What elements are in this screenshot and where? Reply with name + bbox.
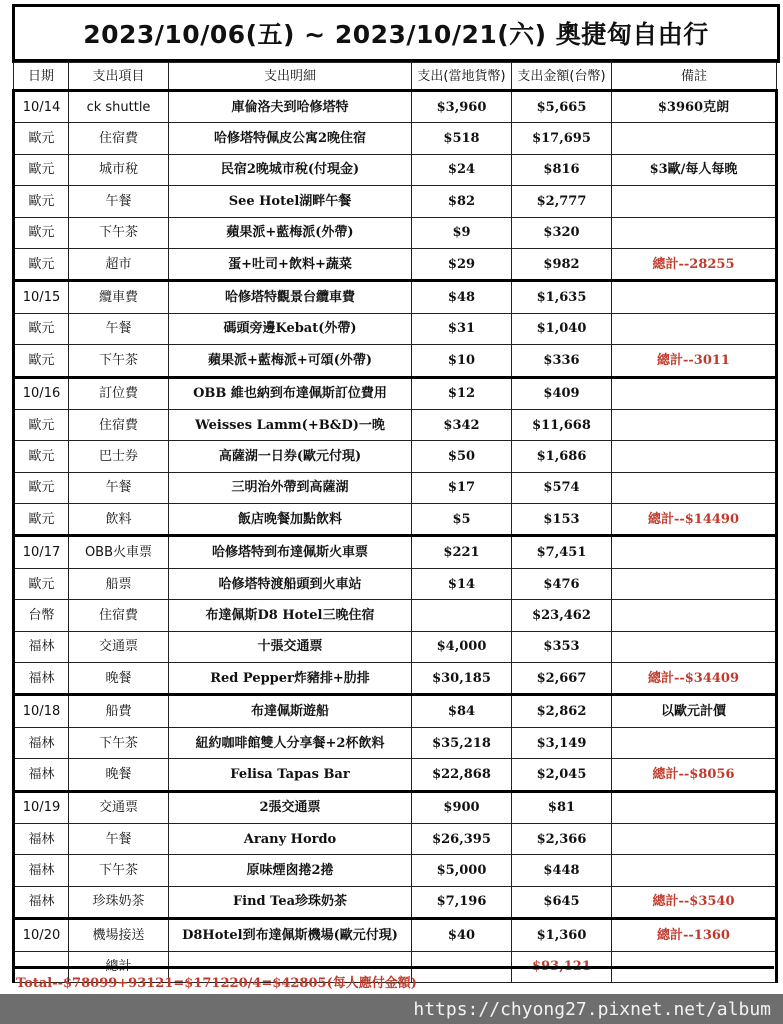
cell-date: 福林 — [14, 631, 69, 662]
cell-detail: 民宿2晚城市稅(付現金) — [169, 154, 412, 185]
cell-local-amount — [412, 600, 512, 631]
cell-date: 歐元 — [14, 123, 69, 154]
cell-local-amount: $221 — [412, 536, 512, 568]
cell-item: 船費 — [69, 695, 169, 727]
cell-twd-amount: $93,121 — [512, 951, 612, 982]
cell-date: 10/17 — [14, 536, 69, 568]
cell-detail: OBB 維也納到布達佩斯訂位費用 — [169, 377, 412, 409]
cell-date: 台幣 — [14, 600, 69, 631]
cell-local-amount: $4,000 — [412, 631, 512, 662]
cell-twd-amount: $320 — [512, 217, 612, 248]
cell-note — [612, 600, 777, 631]
cell-date: 10/15 — [14, 281, 69, 313]
cell-detail: 碼頭旁邊Kebat(外帶) — [169, 313, 412, 344]
cell-item: 午餐 — [69, 823, 169, 854]
watermark-url: https://chyong27.pixnet.net/album — [413, 998, 771, 1020]
cell-item: ck shuttle — [69, 91, 169, 123]
cell-note: 總計--1360 — [612, 919, 777, 951]
cell-local-amount: $84 — [412, 695, 512, 727]
cell-twd-amount: $7,451 — [512, 536, 612, 568]
cell-local-amount: $17 — [412, 472, 512, 503]
cell-item: 晚餐 — [69, 663, 169, 695]
cell-date: 歐元 — [14, 409, 69, 440]
cell-twd-amount: $1,040 — [512, 313, 612, 344]
cell-detail: 庫倫洛夫到哈修塔特 — [169, 91, 412, 123]
cell-item: 纜車費 — [69, 281, 169, 313]
cell-note: 總計--3011 — [612, 345, 777, 377]
cell-date: 10/19 — [14, 791, 69, 823]
cell-local-amount: $3,960 — [412, 91, 512, 123]
cell-twd-amount: $982 — [512, 248, 612, 280]
cell-item: 總計 — [69, 951, 169, 982]
header-item: 支出項目 — [69, 63, 169, 91]
cell-local-amount: $5,000 — [412, 855, 512, 886]
cell-local-amount: $35,218 — [412, 727, 512, 758]
cell-note — [612, 281, 777, 313]
table-row — [14, 663, 777, 695]
table-row — [14, 855, 777, 886]
cell-detail: Find Tea珍珠奶茶 — [169, 886, 412, 918]
cell-detail: Arany Hordo — [169, 823, 412, 854]
cell-date: 歐元 — [14, 568, 69, 599]
cell-local-amount: $50 — [412, 441, 512, 472]
cell-item: 住宿費 — [69, 123, 169, 154]
cell-note — [612, 568, 777, 599]
table-row — [14, 886, 777, 918]
cell-note: 總計--$34409 — [612, 663, 777, 695]
cell-note — [612, 123, 777, 154]
cell-twd-amount: $2,862 — [512, 695, 612, 727]
cell-item: 巴士券 — [69, 441, 169, 472]
cell-detail: 蘋果派+藍梅派+可頌(外帶) — [169, 345, 412, 377]
cell-date: 10/14 — [14, 91, 69, 123]
cell-twd-amount: $5,665 — [512, 91, 612, 123]
cell-item: 下午茶 — [69, 855, 169, 886]
table-row — [14, 472, 777, 503]
cell-note — [612, 186, 777, 217]
cell-twd-amount: $448 — [512, 855, 612, 886]
cell-local-amount: $48 — [412, 281, 512, 313]
table-header-row — [14, 63, 777, 91]
cell-date: 福林 — [14, 886, 69, 918]
cell-detail: See Hotel湖畔午餐 — [169, 186, 412, 217]
cell-date: 歐元 — [14, 186, 69, 217]
cell-note: 總計--$14490 — [612, 504, 777, 536]
cell-note — [612, 791, 777, 823]
cell-twd-amount: $1,360 — [512, 919, 612, 951]
table-row — [14, 123, 777, 154]
cell-twd-amount: $574 — [512, 472, 612, 503]
cell-local-amount: $26,395 — [412, 823, 512, 854]
cell-item: 訂位費 — [69, 377, 169, 409]
cell-twd-amount: $1,686 — [512, 441, 612, 472]
cell-twd-amount: $2,045 — [512, 759, 612, 791]
cell-detail: 紐約咖啡館雙人分享餐+2杯飲料 — [169, 727, 412, 758]
cell-local-amount: $9 — [412, 217, 512, 248]
cell-local-amount: $7,196 — [412, 886, 512, 918]
cell-item: 超市 — [69, 248, 169, 280]
table-row — [14, 823, 777, 854]
table-row — [14, 217, 777, 248]
cell-twd-amount: $1,635 — [512, 281, 612, 313]
cell-date: 歐元 — [14, 441, 69, 472]
cell-note: $3960克朗 — [612, 91, 777, 123]
cell-item: 飲料 — [69, 504, 169, 536]
header-date: 日期 — [14, 63, 69, 91]
cell-item: OBB火車票 — [69, 536, 169, 568]
cell-date: 福林 — [14, 855, 69, 886]
grand-total-line: Total--$78099+93121=$171220/4=$42805(每人應付金額) — [12, 966, 774, 994]
cell-date: 10/20 — [14, 919, 69, 951]
cell-note — [612, 855, 777, 886]
cell-twd-amount: $336 — [512, 345, 612, 377]
cell-detail: 哈修塔特佩皮公寓2晚住宿 — [169, 123, 412, 154]
table-row — [14, 281, 777, 313]
header-detail: 支出明細 — [169, 63, 412, 91]
expense-table — [12, 62, 778, 983]
cell-item: 城市稅 — [69, 154, 169, 185]
cell-detail: 2張交通票 — [169, 791, 412, 823]
cell-date: 歐元 — [14, 504, 69, 536]
table-row — [14, 313, 777, 344]
cell-detail: 蛋+吐司+飲料+蔬菜 — [169, 248, 412, 280]
cell-twd-amount: $3,149 — [512, 727, 612, 758]
cell-date: 福林 — [14, 663, 69, 695]
cell-date: 福林 — [14, 727, 69, 758]
cell-local-amount: $10 — [412, 345, 512, 377]
cell-date: 10/16 — [14, 377, 69, 409]
watermark — [0, 994, 783, 1024]
cell-note: 總計--$8056 — [612, 759, 777, 791]
cell-item: 住宿費 — [69, 600, 169, 631]
cell-item: 交通票 — [69, 631, 169, 662]
table-row — [14, 631, 777, 662]
cell-twd-amount: $81 — [512, 791, 612, 823]
cell-local-amount: $40 — [412, 919, 512, 951]
cell-item: 下午茶 — [69, 217, 169, 248]
cell-date: 歐元 — [14, 472, 69, 503]
cell-local-amount: $30,185 — [412, 663, 512, 695]
cell-local-amount: $22,868 — [412, 759, 512, 791]
header-note: 備註 — [612, 63, 777, 91]
table-row — [14, 248, 777, 280]
cell-item: 晚餐 — [69, 759, 169, 791]
cell-detail: 蘋果派+藍梅派(外帶) — [169, 217, 412, 248]
cell-note — [612, 377, 777, 409]
cell-note: 以歐元計價 — [612, 695, 777, 727]
page-title: 2023/10/06(五) ~ 2023/10/21(六) 奧捷匈自由行 — [12, 4, 780, 63]
cell-note: 總計--28255 — [612, 248, 777, 280]
cell-detail: 三明治外帶到高薩湖 — [169, 472, 412, 503]
table-row — [14, 91, 777, 123]
cell-twd-amount: $11,668 — [512, 409, 612, 440]
cell-local-amount: $29 — [412, 248, 512, 280]
cell-twd-amount: $476 — [512, 568, 612, 599]
cell-detail: 飯店晚餐加點飲料 — [169, 504, 412, 536]
cell-local-amount: $518 — [412, 123, 512, 154]
cell-twd-amount: $153 — [512, 504, 612, 536]
table-row — [14, 345, 777, 377]
table-row — [14, 791, 777, 823]
cell-date: 歐元 — [14, 154, 69, 185]
cell-local-amount: $82 — [412, 186, 512, 217]
cell-note — [612, 823, 777, 854]
cell-date: 福林 — [14, 759, 69, 791]
cell-twd-amount: $2,366 — [512, 823, 612, 854]
cell-local-amount: $342 — [412, 409, 512, 440]
table-row — [14, 536, 777, 568]
table-row — [14, 919, 777, 951]
table-row — [14, 377, 777, 409]
cell-twd-amount: $2,667 — [512, 663, 612, 695]
cell-twd-amount: $353 — [512, 631, 612, 662]
cell-detail: 布達佩斯D8 Hotel三晚住宿 — [169, 600, 412, 631]
cell-date: 福林 — [14, 823, 69, 854]
cell-detail: 原味煙囪捲2捲 — [169, 855, 412, 886]
cell-twd-amount: $17,695 — [512, 123, 612, 154]
cell-item: 下午茶 — [69, 727, 169, 758]
cell-note — [612, 631, 777, 662]
cell-detail: Red Pepper炸豬排+肋排 — [169, 663, 412, 695]
table-row — [14, 154, 777, 185]
cell-item: 珍珠奶茶 — [69, 886, 169, 918]
cell-twd-amount: $23,462 — [512, 600, 612, 631]
cell-note — [612, 313, 777, 344]
cell-note — [612, 217, 777, 248]
cell-item: 下午茶 — [69, 345, 169, 377]
cell-note — [612, 536, 777, 568]
table-row — [14, 759, 777, 791]
cell-date: 歐元 — [14, 313, 69, 344]
cell-note — [612, 727, 777, 758]
cell-detail: 哈修塔特到布達佩斯火車票 — [169, 536, 412, 568]
cell-detail: D8Hotel到布達佩斯機場(歐元付現) — [169, 919, 412, 951]
cell-local-amount: $14 — [412, 568, 512, 599]
table-row — [14, 568, 777, 599]
cell-item: 船票 — [69, 568, 169, 599]
cell-twd-amount: $816 — [512, 154, 612, 185]
cell-detail: 布達佩斯遊船 — [169, 695, 412, 727]
cell-item: 午餐 — [69, 186, 169, 217]
table-row — [14, 695, 777, 727]
cell-detail: 哈修塔特渡船頭到火車站 — [169, 568, 412, 599]
cell-local-amount: $31 — [412, 313, 512, 344]
cell-detail: 高薩湖一日券(歐元付現) — [169, 441, 412, 472]
cell-detail: 哈修塔特觀景台纜車費 — [169, 281, 412, 313]
cell-local-amount: $5 — [412, 504, 512, 536]
cell-twd-amount: $645 — [512, 886, 612, 918]
cell-detail: 十張交通票 — [169, 631, 412, 662]
cell-date: 歐元 — [14, 248, 69, 280]
cell-detail: Weisses Lamm(+B&D)一晚 — [169, 409, 412, 440]
table-row — [14, 727, 777, 758]
cell-note: 總計--$3540 — [612, 886, 777, 918]
cell-twd-amount: $409 — [512, 377, 612, 409]
cell-detail: Felisa Tapas Bar — [169, 759, 412, 791]
cell-local-amount: $12 — [412, 377, 512, 409]
cell-twd-amount: $2,777 — [512, 186, 612, 217]
cell-item: 住宿費 — [69, 409, 169, 440]
header-twd-amount: 支出金額(台幣) — [512, 63, 612, 91]
cell-item: 機場接送 — [69, 919, 169, 951]
table-row — [14, 409, 777, 440]
cell-local-amount: $900 — [412, 791, 512, 823]
cell-date: 10/18 — [14, 695, 69, 727]
cell-date: 歐元 — [14, 345, 69, 377]
cell-date: 歐元 — [14, 217, 69, 248]
cell-note — [612, 472, 777, 503]
table-row — [14, 186, 777, 217]
cell-item: 交通票 — [69, 791, 169, 823]
table-row — [14, 441, 777, 472]
cell-note: $3歐/每人每晚 — [612, 154, 777, 185]
table-row — [14, 600, 777, 631]
table-row — [14, 504, 777, 536]
cell-item: 午餐 — [69, 313, 169, 344]
cell-local-amount: $24 — [412, 154, 512, 185]
cell-item: 午餐 — [69, 472, 169, 503]
cell-note — [612, 409, 777, 440]
header-local-amount: 支出(當地貨幣) — [412, 63, 512, 91]
cell-note — [612, 441, 777, 472]
